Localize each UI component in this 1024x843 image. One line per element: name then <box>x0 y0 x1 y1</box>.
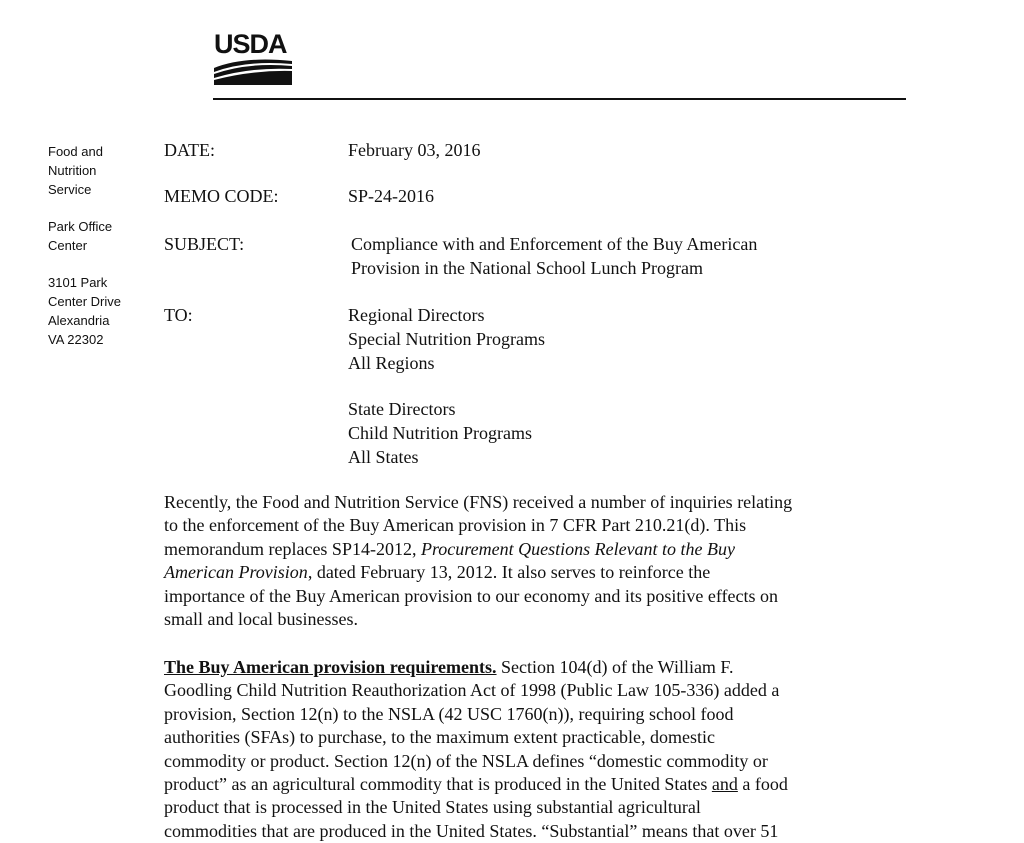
office-address: 3101 Park Center Drive Alexandria VA 22302 <box>48 275 121 347</box>
cited-memo-title: Procurement Questions Relevant to the Buy <box>420 538 736 559</box>
subject-label: SUBJECT: <box>164 234 245 254</box>
date-label: DATE: <box>164 140 215 160</box>
agency-sidebar <box>48 142 148 367</box>
subject-value: Compliance with and Enforcement of the Buy American Provision in the National School Lunch Program <box>351 234 758 278</box>
requirements-paragraph: The Buy American provision requirements. Section 104(d) of the William F. Goodling Child Nutrition Reauthorization Act of 1998 (Public Law 105-336) added a provision, Section 12(n) to the NSLA (42 USC 1760(n)), requiring school food authorities (SFAs) to purchase, to the maximum extent practicable, domestic commodity or product. Section 12(n) of the NSLA defines “domestic commodity or product” as an agricultural commodity that is produced in the United States and a food product that is processed in the United States using substantial agricultural commodities that are produced in the United States. “Substantial” means that over 51 <box>164 657 788 841</box>
date-value: February 03, 2016 <box>348 140 481 160</box>
usda-logo-text: USDA <box>214 29 287 59</box>
emphasis-and: and <box>711 774 738 795</box>
to-recipients-regional: Regional Directors Special Nutrition Programs All Regions <box>348 305 545 373</box>
office-name: Park Office Center <box>48 219 113 253</box>
usda-logo-field-icon <box>214 58 292 85</box>
to-recipients-state: State Directors Child Nutrition Programs All States <box>348 399 532 467</box>
header-rule <box>213 98 906 100</box>
section-heading: The Buy American provision requirements. <box>164 657 497 677</box>
intro-paragraph: Recently, the Food and Nutrition Service (FNS) received a number of inquiries relating to the enforcement of the Buy American provision in 7 CFR Part 210.21(d). This memorandum replaces SP14-2012, Procurement Questions Relevant to the Buy American Provision, dated February 13, 2012. It also serves to reinforce the importance of the Buy American provision to our economy and its positive effects on small and local businesses. <box>164 492 793 630</box>
memo-code-value: SP-24-2016 <box>348 186 435 206</box>
to-label: TO: <box>164 305 193 325</box>
agency-name: Food and Nutrition Service <box>48 144 103 197</box>
usda-logo <box>214 30 292 86</box>
cited-memo-title-cont: American Provision <box>164 562 308 583</box>
memo-code-label: MEMO CODE: <box>164 186 279 206</box>
